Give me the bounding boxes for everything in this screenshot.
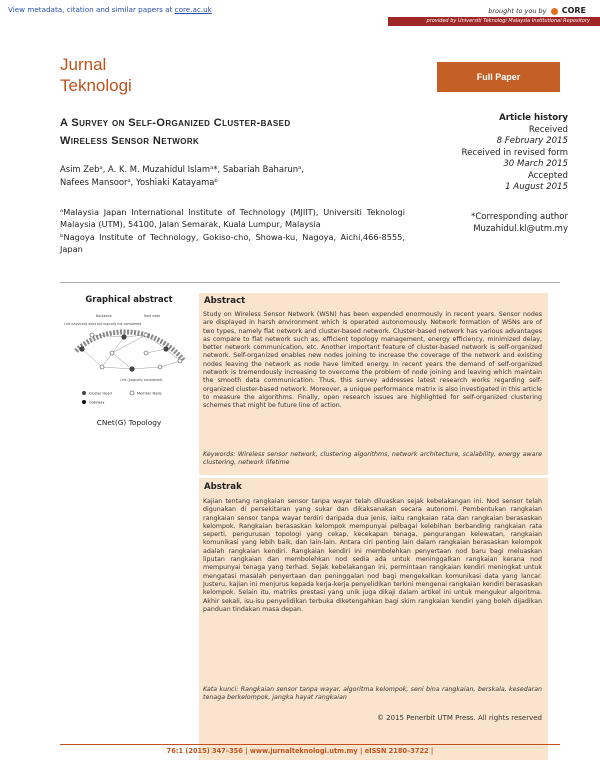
abstract-text: Study on Wireless Sensor Network (WSN) has been expended enormously in recent years. Sensor nodes are displayed in harsh environment which is operated autonomously. Network formation of WSNs are of two types, namely flat network and cluster-based network. Cluster-based network has various advantages as compare to flat network such as, efficient topology management, energy efficiency, minimized delay, better network communication, etc. Another important feature of cluster-based network is self-organized network. Self-organized enables new nodes joining to increase the coverage of the network and existing nodes leaving the network as node have limited energy. In recent years the demand of self-organized network is tremendously increasing to overcome the problem of node joining and leaving which maintain the smooth data communication. Thus, this survey addresses latest research works regarding self-organized cluster-based network. Moreover, a unique performance matrix is also investigated in this article to measure the algorithms. Finally, open research issues are highlighted for self-organized clustering schemes that might be future line of action. [203, 311, 542, 410]
legend-gateway: Gateway [89, 400, 105, 405]
topology-figure [62, 309, 196, 409]
divider [60, 282, 560, 283]
authors-line2: Nafees Mansoorᵃ, Yoshiaki Katayamaᵇ [60, 176, 218, 187]
abstrak-keywords: Kata kunci: Rangkaian sensor tanpa wayar, algoritma kelompok, seni bina rangkaian, berskala, kesedaran tenaga berkelompok, jangka hayat rangkaian [203, 686, 542, 702]
accepted-label: Accepted [527, 170, 568, 181]
abstrak-text: Kajian tentang rangkaian sensor tanpa wayar telah diluaskan sejak kebelakangan ini. Nod sensor telah digunakan di persekitaran yang sukar dan dikaksanakan secara autonomi. Pembentukan rangkaian rangkaian sensor tanpa wayar terdiri daripada dua jenis, iaitu rangkaian rata dan rangkaian berasaskan kelompok. Rangkaian berasaskan kelompok mempunyai pelbagai kelebihan berbanding rangkaian rata seperti, pengurusan topologi yang cekap, kecekapan tenaga, pengurangan kelewatan, rangkaian komunikasi yang lebih baik, dan lain-lain. Antara ciri penting lain dalam rangkaian berasaskan kelompok adalah rangkaian kendiri. Rangkaian kendiri ini membolehkan penyertaan nod baru bagi meluaskan liputan rangkaian dan membolehkan nod sedia ada untuk meninggalkan rangkaian kerana nod mempunyai tenaga yang terhad. Sejak kebelakangan ini, permintaan rangkaian kendiri meningkat untuk mengatasi masalah penyertaan dan peninggalan nod bagi mengekalkan komunikasi data yang lancar. Justeru, kajian ini menjurus kepada kerja-kerja penyelidikan terkini mengenai rangkaian kendiri berasaskan kelompok. Selain itu, matriks prestasi yang unik juga dikaji dalam artikel ini untuk mengukur algoritma. Akhir sekali, isu-isu penyelidikan terbuka diketengahkan bagi skim rangkaian kendiri yang boleh dijadikan panduan tindakan masa depan. [203, 498, 542, 613]
figure-caption: CNet(G) Topology [96, 418, 162, 427]
affiliation-a: ᵃMalaysia Japan International Institute of Technology (MJIIT), Universiti Teknologi Malaysia (UTM), 54100, Jalan Semarak, Kuala Lumpur, Malaysia [60, 207, 405, 230]
affiliations [60, 206, 405, 255]
metadata-link[interactable] [8, 5, 212, 14]
footer-citation: 76:1 (2015) 347–356 | www.jurnalteknologi.utm.my | eISSN 2180–3722 | [166, 747, 434, 755]
legend-cluster-head: Cluster Head [89, 391, 112, 396]
label-link-logic: Link (Logically considered) [120, 378, 163, 382]
abstrak-heading: Abstrak [204, 482, 242, 492]
accepted-date: 1 August 2015 [505, 182, 568, 192]
journal-name-line2: Teknologi [60, 76, 132, 95]
links [82, 335, 180, 369]
brought-by [488, 6, 586, 15]
label-backbone: Backbone [96, 314, 112, 318]
metadata-prefix: View metadata, citation and similar papers at [8, 5, 173, 14]
brought-by-text: brought to you by [488, 7, 547, 15]
received-date: 8 February 2015 [496, 136, 568, 146]
provider-bar: provided by Universiti Teknologi Malaysia Institutional Repository [388, 17, 600, 26]
journal-name-line1: Jurnal [60, 55, 107, 74]
footer-rule [60, 744, 560, 745]
graphical-abstract-heading: Graphical abstract [85, 294, 173, 304]
history-heading: Article history [499, 113, 568, 123]
label-root: Root node [144, 314, 161, 318]
article-history [418, 113, 568, 194]
journal-logo [60, 54, 132, 96]
label-link-phys: Link physically exist but logically not considered [64, 322, 142, 326]
revised-label: Received in revised form [461, 147, 568, 158]
legend-member: Member Node [137, 391, 162, 396]
revised-date: 30 March 2015 [503, 159, 568, 169]
authors [60, 163, 405, 188]
copyright: © 2015 Penerbit UTM Press. All rights reserved [376, 714, 542, 722]
title-line2: Wireless Sensor Network [60, 135, 200, 147]
abstract-heading: Abstract [204, 296, 246, 306]
abstract-keywords: Keywords: Wireless sensor network, clustering algorithms, network architecture, scalability, energy aware clustering, network lifetime [203, 451, 542, 467]
core-logo-icon [551, 8, 558, 15]
received-label: Received [528, 124, 568, 135]
authors-line1: Asim Zebᵃ, A. K. M. Muzahidul Islamᵃ*, Sabariah Baharunᵃ, [60, 164, 304, 174]
core-label[interactable]: CORE [561, 6, 586, 15]
corresponding-email[interactable]: Muzahidul.kl@utm.my [473, 224, 568, 234]
article-title [60, 114, 390, 150]
title-line1: A Survey on Self-Organized Cluster-based [60, 117, 291, 129]
legend-member-icon [130, 391, 134, 395]
corresponding-author [408, 211, 568, 235]
core-link[interactable]: core.ac.uk [174, 5, 212, 14]
full-paper-badge: Full Paper [437, 62, 560, 92]
affiliation-b: ᵇNagoya Institute of Technology, Gokiso-cho, Showa-ku, Nagoya, Aichi,466-8555, Japan [60, 231, 405, 254]
legend-head-icon [82, 391, 86, 395]
legend-gateway-icon [82, 400, 86, 404]
corresponding-label: *Corresponding author [471, 212, 568, 222]
